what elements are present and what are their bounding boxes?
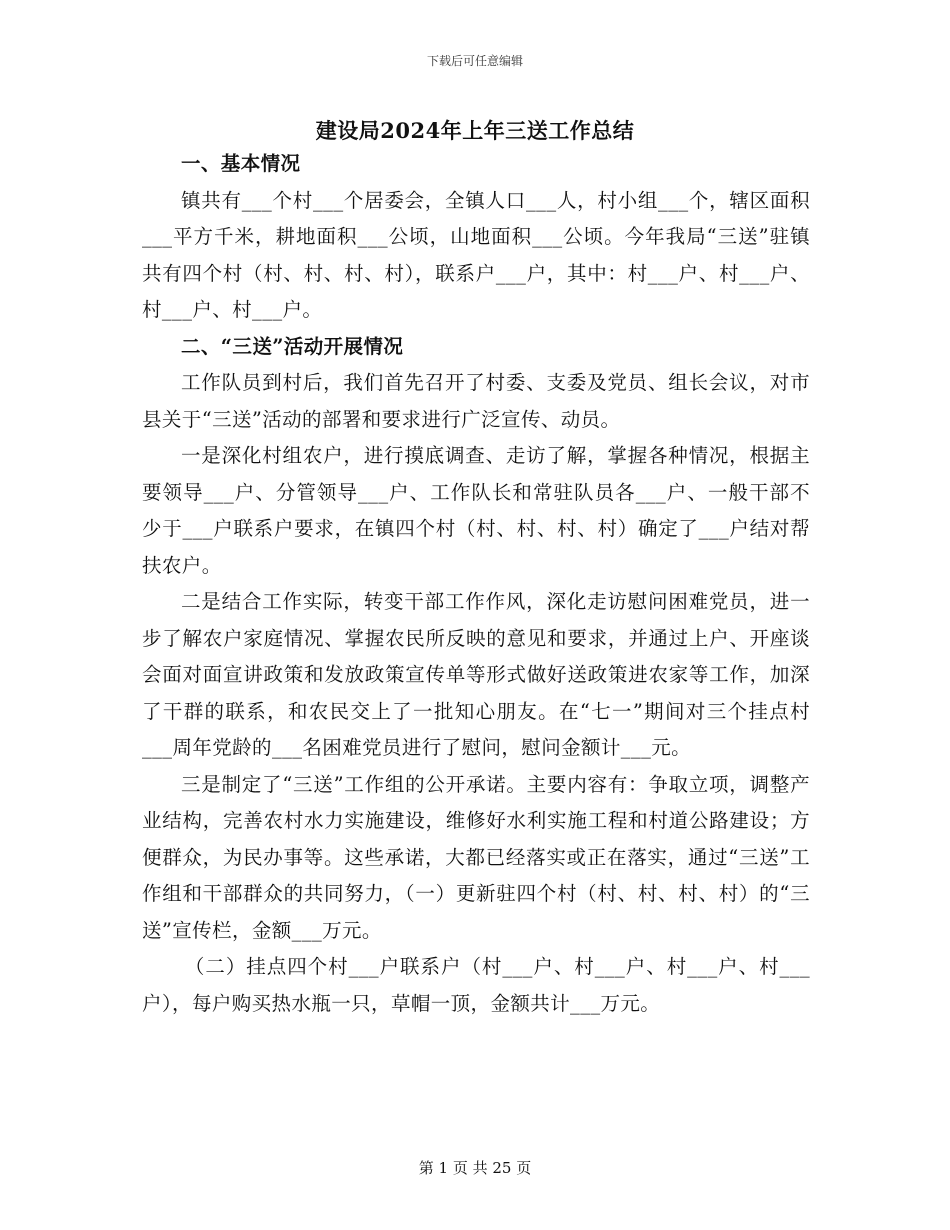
paragraph-point-one: 一是深化村组农户，进行摸底调查、走访了解，掌握各种情况，根据主要领导___户、分管领导___户、工作队长和常驻队员各___户、一般干部不少于___户联系户要求，在镇四个村（村、村、村、村）确定了___户结对帮扶农户。 bbox=[142, 444, 810, 577]
paragraph-point-three: 三是制定了“三送”工作组的公开承诺。主要内容有：争取立项，调整产业结构，完善农村水力实施建设，维修好水利实施工程和村道公路建设；方便群众，为民办事等。这些承诺，大都已经落实或正在落实，通过“三送”工作组和干部群众的共同努力，（一）更新驻四个村（村、村、村、村）的“三送”宣传栏，金额___万元。 bbox=[142, 772, 810, 942]
section-heading-activities: 二、“三送”活动开展情况 bbox=[181, 334, 404, 358]
document-body bbox=[142, 146, 810, 1022]
page-header-note: 下载后可任意编辑 bbox=[426, 54, 523, 68]
document-title: 建设局2024年上年三送工作总结 bbox=[315, 118, 635, 143]
page-number: 第 1 页 共 25 页 bbox=[418, 1159, 532, 1177]
section-heading-basic-info: 一、基本情况 bbox=[181, 152, 301, 175]
paragraph-point-two: 二是结合工作实际，转变干部工作作风，深化走访慰问困难党员，进一步了解农户家庭情况、掌握农民所反映的意见和要求，并通过上户、开座谈会面对面宣讲政策和发放政策宣传单等形式做好送政策进农家等工作，加深了干群的联系，和农民交上了一批知心朋友。在“七一”期间对三个挂点村___周年党龄的___名困难党员进行了慰问，慰问金额计___元。 bbox=[142, 590, 810, 759]
paragraph-basic-info: 镇共有___个村___个居委会，全镇人口___人，村小组___个，辖区面积___平方千米，耕地面积___公顷，山地面积___公顷。今年我局“三送”驻镇共有四个村（村、村、村、村），联系户___户，其中：村___户、村___户、村___户、村___户。 bbox=[142, 188, 810, 321]
paragraph-mobilization: 工作队员到村后，我们首先召开了村委、支委及党员、组长会议，对市县关于“三送”活动的部署和要求进行广泛宣传、动员。 bbox=[142, 371, 810, 431]
paragraph-sub-item-two: （二）挂点四个村___户联系户（村___户、村___户、村___户、村___户），每户购买热水瓶一只，草帽一顶，金额共计___万元。 bbox=[142, 955, 810, 1015]
